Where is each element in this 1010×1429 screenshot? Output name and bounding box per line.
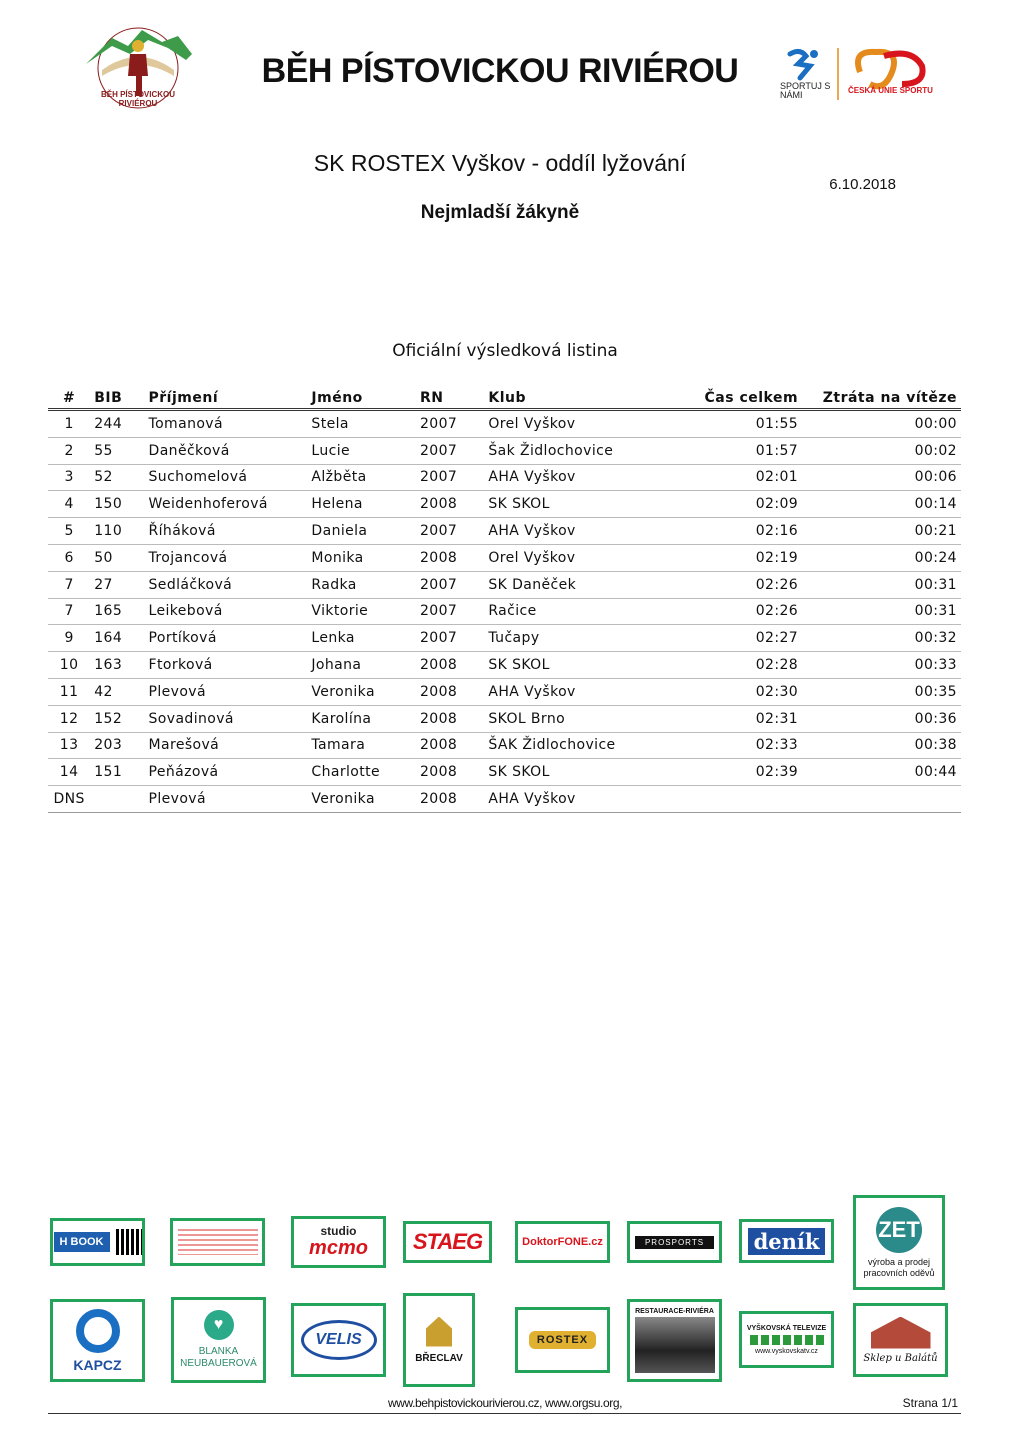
cell-total-time: 02:30 xyxy=(663,678,802,705)
cell-surname: Plevová xyxy=(145,678,308,705)
header-bib: BIB xyxy=(90,388,144,410)
cell-rank: 4 xyxy=(48,491,90,518)
cell-rank: 7 xyxy=(48,571,90,598)
sponsor-blanka-text: BLANKA NEUBAUEROVÁ xyxy=(180,1346,257,1369)
cell-bib: 152 xyxy=(90,705,144,732)
cell-bib: 50 xyxy=(90,544,144,571)
header-total-time: Čas celkem xyxy=(663,388,802,410)
cell-first-name: Daniela xyxy=(307,518,416,545)
cell-birth-year: 2007 xyxy=(416,571,484,598)
cell-club: AHA Vyškov xyxy=(484,464,663,491)
sponsor-sklep xyxy=(853,1303,948,1377)
cell-club: AHA Vyškov xyxy=(484,678,663,705)
table-row xyxy=(48,625,961,652)
sponsor-velis xyxy=(291,1303,386,1377)
cell-birth-year: 2007 xyxy=(416,625,484,652)
cell-surname: Suchomelová xyxy=(145,464,308,491)
header-birth-year: RN xyxy=(416,388,484,410)
sponsor-sklep-text: Sklep u Balátů xyxy=(863,1352,938,1364)
cell-club: AHA Vyškov xyxy=(484,518,663,545)
cell-surname: Sovadinová xyxy=(145,705,308,732)
cell-surname: Říháková xyxy=(145,518,308,545)
sponsor-doktorfone xyxy=(515,1221,610,1263)
sponsor-denik-text: deník xyxy=(748,1228,826,1255)
cell-total-time: 02:16 xyxy=(663,518,802,545)
header-surname: Příjmení xyxy=(145,388,308,410)
cell-bib: 164 xyxy=(90,625,144,652)
cell-time-behind: 00:00 xyxy=(802,410,961,438)
cell-time-behind: 00:35 xyxy=(802,678,961,705)
sponsor-mcmo-text: mcmo xyxy=(309,1237,368,1259)
sponsor-breclav-text: BŘECLAV xyxy=(415,1352,463,1364)
cell-surname: Peňázová xyxy=(145,759,308,786)
table-header-row xyxy=(48,388,961,410)
table-row xyxy=(48,544,961,571)
cell-bib: 151 xyxy=(90,759,144,786)
cell-surname: Daněčková xyxy=(145,437,308,464)
cell-club: Račice xyxy=(484,598,663,625)
kapcz-logo-icon xyxy=(76,1309,120,1353)
cell-surname: Sedláčková xyxy=(145,571,308,598)
cell-club: Šak Židlochovice xyxy=(484,437,663,464)
table-row xyxy=(48,491,961,518)
cell-first-name: Karolína xyxy=(307,705,416,732)
cell-bib: 203 xyxy=(90,732,144,759)
cell-surname: Marešová xyxy=(145,732,308,759)
cell-bib xyxy=(90,786,144,813)
cell-rank: 7 xyxy=(48,598,90,625)
sponsor-restaurace-text: RESTAURACE-RIVIÉRA xyxy=(635,1308,714,1315)
header-club: Klub xyxy=(484,388,663,410)
table-row xyxy=(48,598,961,625)
organizer-subtitle: SK ROSTEX Vyškov - oddíl lyžování xyxy=(313,150,687,176)
cell-birth-year: 2008 xyxy=(416,732,484,759)
cell-time-behind: 00:31 xyxy=(802,598,961,625)
cell-first-name: Lenka xyxy=(307,625,416,652)
sponsor-zet-text: ZET xyxy=(876,1207,922,1253)
cell-first-name: Alžběta xyxy=(307,464,416,491)
sportuj-text: SPORTUJ S NÁMI xyxy=(780,81,831,100)
cell-first-name: Helena xyxy=(307,491,416,518)
tooth-icon: ♥ xyxy=(204,1310,234,1340)
cell-time-behind: 00:21 xyxy=(802,518,961,545)
cell-birth-year: 2008 xyxy=(416,652,484,679)
cell-time-behind: 00:33 xyxy=(802,652,961,679)
table-row xyxy=(48,652,961,679)
sponsor-kapcz xyxy=(50,1299,145,1382)
event-date: 6.10.2018 xyxy=(829,176,896,193)
sponsor-velis-text: VELIS xyxy=(301,1320,377,1360)
cell-time-behind: 00:06 xyxy=(802,464,961,491)
header-time-behind: Ztráta na vítěze xyxy=(802,388,961,410)
cell-time-behind: 00:14 xyxy=(802,491,961,518)
cell-first-name: Radka xyxy=(307,571,416,598)
cell-total-time: 02:01 xyxy=(663,464,802,491)
cell-first-name: Veronika xyxy=(307,678,416,705)
cell-total-time: 02:27 xyxy=(663,625,802,652)
cell-rank: 1 xyxy=(48,410,90,438)
cell-total-time: 02:09 xyxy=(663,491,802,518)
cell-birth-year: 2008 xyxy=(416,544,484,571)
cell-time-behind: 00:36 xyxy=(802,705,961,732)
cell-bib: 165 xyxy=(90,598,144,625)
sponsor-denik xyxy=(739,1219,834,1263)
cell-surname: Tomanová xyxy=(145,410,308,438)
table-row xyxy=(48,705,961,732)
sport-union-logo xyxy=(780,44,940,106)
cell-club: Orel Vyškov xyxy=(484,410,663,438)
cell-club: AHA Vyškov xyxy=(484,786,663,813)
cell-rank: 5 xyxy=(48,518,90,545)
castle-icon xyxy=(426,1317,452,1347)
cell-bib: 42 xyxy=(90,678,144,705)
cell-birth-year: 2007 xyxy=(416,598,484,625)
cell-total-time: 02:28 xyxy=(663,652,802,679)
sponsor-rostex-text: ROSTEX xyxy=(529,1331,596,1349)
cell-time-behind: 00:44 xyxy=(802,759,961,786)
cell-rank: 6 xyxy=(48,544,90,571)
table-row xyxy=(48,759,961,786)
cell-club: ŠAK Židlochovice xyxy=(484,732,663,759)
cell-first-name: Monika xyxy=(307,544,416,571)
cell-total-time: 01:55 xyxy=(663,410,802,438)
cell-bib: 55 xyxy=(90,437,144,464)
header-rank: # xyxy=(48,388,90,410)
event-logo xyxy=(78,24,198,116)
house-icon xyxy=(871,1317,931,1349)
cell-birth-year: 2007 xyxy=(416,518,484,545)
cell-surname: Leikebová xyxy=(145,598,308,625)
cell-total-time: 02:33 xyxy=(663,732,802,759)
cell-bib: 163 xyxy=(90,652,144,679)
cell-bib: 52 xyxy=(90,464,144,491)
sponsor-prosports-text: PROSPORTS xyxy=(635,1236,714,1249)
cell-time-behind: 00:02 xyxy=(802,437,961,464)
cell-birth-year: 2008 xyxy=(416,678,484,705)
cell-first-name: Lucie xyxy=(307,437,416,464)
cell-surname: Trojancová xyxy=(145,544,308,571)
table-row xyxy=(48,437,961,464)
sponsor-prosports xyxy=(627,1221,722,1263)
cus-text: ČESKÁ UNIE SPORTU xyxy=(848,86,933,95)
cell-surname: Ftorková xyxy=(145,652,308,679)
footer-page-number: Strana 1/1 xyxy=(902,1396,958,1410)
sponsor-studio-text: studio xyxy=(320,1224,357,1238)
cell-rank: 11 xyxy=(48,678,90,705)
sponsor-rostex xyxy=(515,1307,610,1373)
cell-surname: Portíková xyxy=(145,625,308,652)
footer-website: www.behpistovickourivierou.cz, www.orgsu.org, xyxy=(387,1396,623,1410)
cell-club: SKOL Brno xyxy=(484,705,663,732)
table-row xyxy=(48,786,961,813)
cell-time-behind: 00:38 xyxy=(802,732,961,759)
cell-first-name: Tamara xyxy=(307,732,416,759)
sponsor-breclav xyxy=(403,1293,475,1387)
cell-total-time: 02:39 xyxy=(663,759,802,786)
cell-rank: 3 xyxy=(48,464,90,491)
sponsor-zet-subtitle: výroba a prodej pracovních oděvů xyxy=(863,1256,935,1278)
cell-club: Orel Vyškov xyxy=(484,544,663,571)
sponsor-vyskovska-web: www.vyskovskatv.cz xyxy=(755,1347,818,1355)
cell-time-behind: 00:24 xyxy=(802,544,961,571)
cell-first-name: Johana xyxy=(307,652,416,679)
cell-rank: 10 xyxy=(48,652,90,679)
cell-time-behind: 00:31 xyxy=(802,571,961,598)
cell-club: SK SKOL xyxy=(484,759,663,786)
cell-total-time: 02:19 xyxy=(663,544,802,571)
sponsor-blanka xyxy=(171,1297,266,1383)
cell-first-name: Charlotte xyxy=(307,759,416,786)
cell-time-behind: 00:32 xyxy=(802,625,961,652)
cell-bib: 244 xyxy=(90,410,144,438)
sponsor-doktorfone-text: DoktorFONE.cz xyxy=(522,1236,603,1248)
qr-code-icon xyxy=(116,1229,142,1255)
table-row xyxy=(48,518,961,545)
cell-bib: 150 xyxy=(90,491,144,518)
cell-rank: 13 xyxy=(48,732,90,759)
header-first-name: Jméno xyxy=(307,388,416,410)
table-row xyxy=(48,464,961,491)
cell-bib: 27 xyxy=(90,571,144,598)
cell-rank: DNS xyxy=(48,786,90,813)
sponsor-staeg xyxy=(403,1221,492,1263)
table-row xyxy=(48,732,961,759)
cell-birth-year: 2008 xyxy=(416,786,484,813)
cell-club: SK SKOL xyxy=(484,652,663,679)
sponsor-staeg-text: STAEG xyxy=(412,1229,483,1254)
cell-birth-year: 2008 xyxy=(416,491,484,518)
table-row xyxy=(48,571,961,598)
cell-rank: 12 xyxy=(48,705,90,732)
cell-birth-year: 2008 xyxy=(416,705,484,732)
restaurant-photo xyxy=(635,1317,715,1373)
tv-bars-graphic xyxy=(750,1335,824,1345)
category-title: Nejmladší žákyně xyxy=(420,202,580,223)
page-title: BĚH PÍSTOVICKOU RIVIÉROU xyxy=(261,52,739,90)
cell-birth-year: 2007 xyxy=(416,410,484,438)
cell-total-time: 02:26 xyxy=(663,571,802,598)
sponsor-studio-mcmo xyxy=(291,1216,386,1268)
cell-birth-year: 2007 xyxy=(416,464,484,491)
cell-club: Tučapy xyxy=(484,625,663,652)
cell-rank: 14 xyxy=(48,759,90,786)
cell-rank: 2 xyxy=(48,437,90,464)
sponsor-hbook xyxy=(50,1218,145,1266)
cell-total-time: 02:26 xyxy=(663,598,802,625)
cell-first-name: Stela xyxy=(307,410,416,438)
cell-club: SK Daněček xyxy=(484,571,663,598)
event-logo-text: BĚH PÍSTOVICKOU RIVIÉROU xyxy=(100,90,176,108)
footer-divider xyxy=(48,1413,961,1414)
results-table xyxy=(48,388,961,813)
results-list-title: Oficiální výsledková listina xyxy=(392,341,618,361)
cell-birth-year: 2008 xyxy=(416,759,484,786)
cell-surname: Plevová xyxy=(145,786,308,813)
cell-surname: Weidenhoferová xyxy=(145,491,308,518)
sponsor-zet xyxy=(853,1195,945,1290)
cell-club: SK SKOL xyxy=(484,491,663,518)
table-row xyxy=(48,678,961,705)
sponsor-vyskovska-text: VYŠKOVSKÁ TELEVIZE xyxy=(746,1324,827,1332)
sponsor-hbook-text: H BOOK xyxy=(54,1232,110,1252)
sponsor-kapcz-text: KAPCZ xyxy=(73,1356,122,1373)
cell-birth-year: 2007 xyxy=(416,437,484,464)
cell-time-behind xyxy=(802,786,961,813)
table-row xyxy=(48,410,961,438)
cell-total-time xyxy=(663,786,802,813)
cell-bib: 110 xyxy=(90,518,144,545)
sponsor-dental xyxy=(170,1218,265,1266)
sponsor-restaurace xyxy=(627,1299,722,1382)
cell-first-name: Viktorie xyxy=(307,598,416,625)
cell-rank: 9 xyxy=(48,625,90,652)
cell-first-name: Veronika xyxy=(307,786,416,813)
sponsor-dental-graphic xyxy=(178,1229,258,1255)
sponsor-vyskovska-tv xyxy=(739,1311,834,1368)
cell-total-time: 01:57 xyxy=(663,437,802,464)
cell-total-time: 02:31 xyxy=(663,705,802,732)
